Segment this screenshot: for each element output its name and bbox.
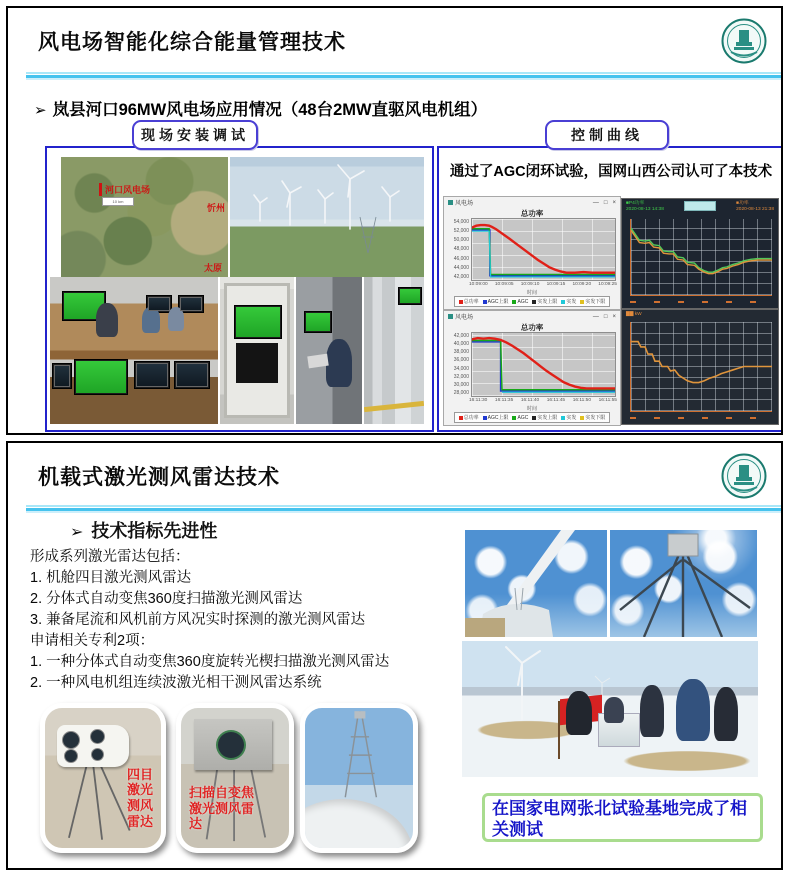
list-line: 2. 分体式自动变焦360度扫描激光测风雷达 [30,591,303,607]
monitor [178,295,204,313]
total-power-curve [472,225,615,273]
chart-title: 总功率 [520,209,544,218]
page-title: 机载式激光测风雷达技术 [38,466,280,489]
chart-title: 总功率 [520,323,544,332]
grass-patch [612,749,758,773]
scanning-lidar-photo [176,703,294,853]
bullet-item [70,517,217,543]
screen-x-ticks [630,415,772,421]
map-city-label-bottom: 太原 [203,263,222,273]
person [326,339,352,387]
monitor [174,361,210,389]
agc-curve [472,229,615,275]
legend-swatch [512,300,516,304]
legend-swatch [580,300,584,304]
agc-caption: 通过了AGC闭环试验，国网山西公司认可了本技术 [449,164,773,180]
bullet-item [34,96,487,120]
control-room-photo [50,277,218,424]
list-line: 1. 一种分体式自动变焦360度旋转光楔扫描激光测风雷达 [30,654,390,670]
monitor [146,295,172,313]
screen-tag-orange: ▇▇ kW [626,312,642,317]
agc-upper-curve [472,230,615,276]
section-label-control-curve: 控制曲线 [545,120,669,150]
bullet-text: 技术指标先进性 [91,521,218,541]
legend-swatch [483,300,487,304]
screen-curve-green [631,228,772,272]
control-curve-panel [437,146,783,432]
window-icon [448,314,453,319]
lidar-feature-list [30,547,389,694]
rack-equipment [236,343,278,383]
chart-window-1 [443,196,621,310]
scada-screen-photo-2 [621,309,779,425]
screen-tag-green: ■P4功率 2020-08-13 14:38 [626,201,664,213]
window-icon [448,200,453,205]
green-note-box: 在国家电网张北试验基地完成了相关测试 [482,793,763,842]
screen-plot [630,219,772,296]
actual-power-curve [472,231,615,277]
monitor [234,305,282,339]
slide-2 [6,441,783,870]
y-axis-ticks: 54,000 52,000 50,000 48,000 46,000 44,000 42,000 [453,219,469,280]
list-line: 2. 一种风电机组连续波激光相干测风雷达系统 [30,675,322,691]
lidar-device [57,725,129,767]
monitor [74,359,128,395]
bullet-text: 岚县河口96MW风电场应用情况（48台2MW直驱风电机组） [52,101,488,119]
list-line: 形成系列激光雷达包括： [30,549,190,565]
blade-sky-photo [465,530,607,637]
photo-annotation: 扫描自变焦 激光测风雷 达 [189,785,255,832]
chart-window-2 [443,310,621,426]
minimize-button: — [592,313,599,320]
tripod-graphic [610,530,757,637]
maximize-button: □ [603,313,608,320]
person [96,303,118,337]
chart-legend: 总功率 AGC上限 AGC 实发上限 实发 实发下限 [454,296,611,307]
person [676,679,710,741]
minimize-button: — [592,199,599,206]
map-site-label: 河口风电场 [99,183,150,196]
wind-farm-photo [230,157,424,277]
header-divider [26,505,781,513]
cabinet-monitor-photo [220,277,294,424]
person [714,687,738,741]
plot-area [471,332,616,397]
scada-screen-photo-1 [621,198,779,309]
legend-swatch [459,300,463,304]
window-titlebar [444,197,620,208]
maximize-button: □ [603,199,608,206]
agc-upper-curve [472,342,615,391]
screen-badge [684,201,716,211]
screen-tag-orange: ■功率 2020-08-13 21:38 [736,201,774,213]
engineer-laptop-photo [296,277,362,424]
bullet-arrow-icon: ➢ [70,524,84,541]
map-city-label-right: 忻州 [206,203,225,213]
x-axis-label: 时间 [526,406,537,412]
map-scale-bar: 10 km [102,197,134,206]
lidar-device [194,719,272,769]
legend-swatch [561,416,565,420]
tripod-sky-photo [610,530,757,637]
x-axis-ticks: 10:09:00 10:09:05 10:09:10 10:09:15 10:09:20 10:09:25 [469,282,617,287]
legend-swatch [459,416,463,420]
screen-header [622,199,778,217]
blade-graphic [465,530,607,637]
wind-turbines-graphic [230,157,424,277]
installation-photo-panel [45,146,434,432]
window-title: 风电场 [455,201,474,207]
agc-curve [472,341,615,390]
total-power-curve [472,338,615,388]
legend-swatch [532,300,536,304]
legend-swatch [561,300,565,304]
close-button: × [612,313,616,320]
bullet-arrow-icon: ➢ [34,102,47,119]
satellite-map-photo [61,157,228,277]
window-title: 风电场 [455,315,474,321]
person [604,697,624,723]
plot-area [471,218,616,281]
page-title: 风电场智能化综合能量管理技术 [38,31,346,54]
screen-header [622,310,778,322]
window-titlebar [444,311,620,322]
monitor [134,361,170,389]
legend-swatch [580,416,584,420]
monitor [398,287,422,305]
x-axis-label: 时间 [526,290,537,296]
close-button: × [612,199,616,206]
person [566,691,592,735]
person [640,685,664,737]
four-eye-lidar-photo [40,703,166,853]
slide-1 [6,6,783,435]
field-test-photo [462,641,758,777]
legend-swatch [483,416,487,420]
server-corridor-photo [364,277,424,424]
photo-annotation: 四目 激光 测风 雷达 [126,766,153,829]
x-axis-ticks: 16:11:30 16:11:35 16:11:40 16:11:45 16:11:50 16:11:55 [469,398,617,403]
section-label-installation: 现场安装调试 [132,120,258,150]
list-line: 1. 机舱四目激光测风雷达 [30,570,192,586]
legend-swatch [532,416,536,420]
y-axis-ticks: 42,000 40,000 38,000 36,000 34,000 32,000 30,000 28,000 [453,333,469,396]
list-line: 3. 兼备尾流和风机前方风况实时探测的激光测风雷达 [30,612,366,628]
monitor [52,363,72,389]
university-logo [721,453,767,499]
list-line: 申请相关专利2项： [30,633,155,649]
university-logo [721,18,767,64]
screen-curve-orange [631,342,772,383]
header-divider [26,72,781,80]
screen-curve-orange [631,230,772,273]
legend-swatch [512,416,516,420]
chart-legend: 总功率 AGC上限 AGC 实发上限 实发 实发下限 [454,412,611,423]
floor-marking [364,401,424,412]
monitor [304,311,332,333]
screen-x-ticks [630,299,772,305]
screen-plot [630,322,772,412]
nacelle-mast-photo [300,703,418,853]
